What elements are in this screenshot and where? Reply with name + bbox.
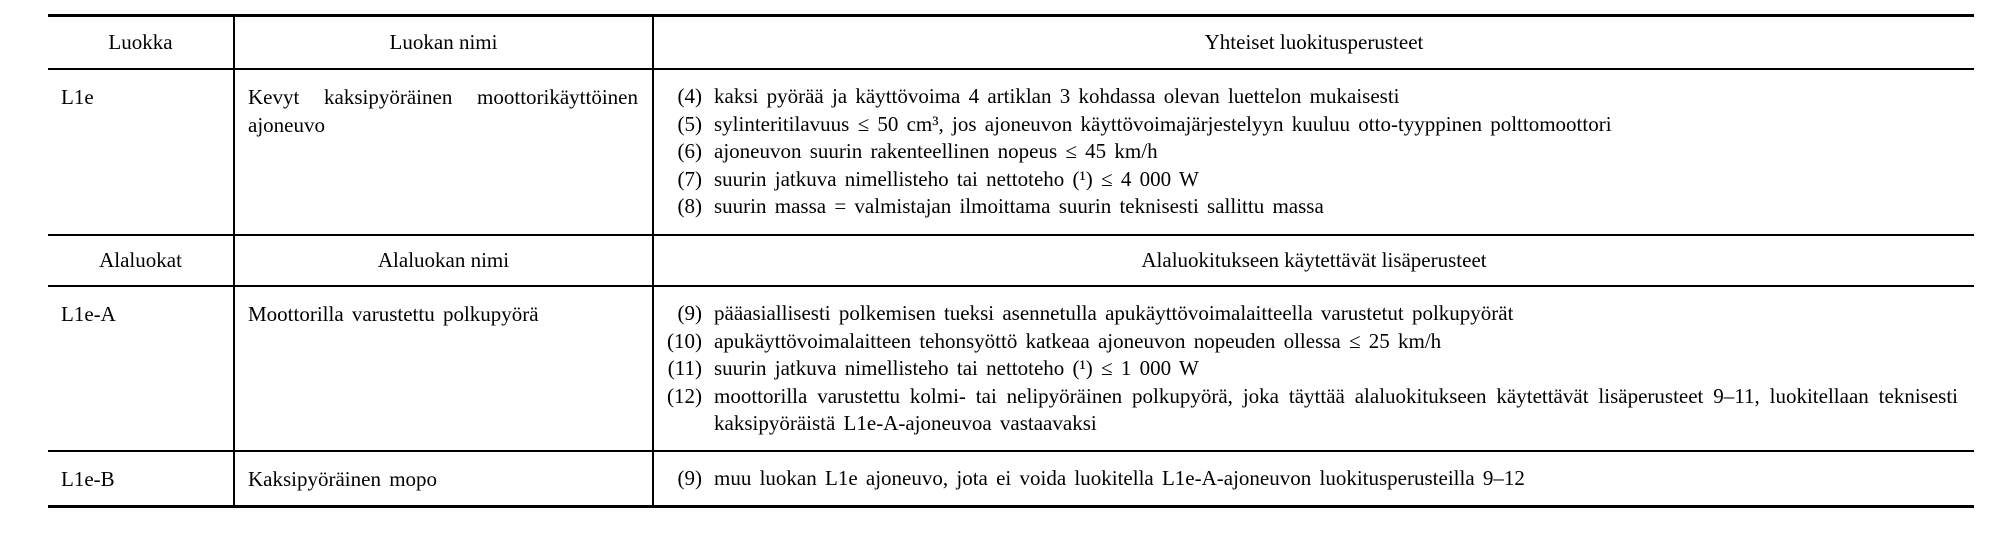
header-row-subclasses [48, 234, 1974, 285]
table-row-l1e [48, 68, 1974, 234]
header-cell-luokan-nimi: Luokan nimi [233, 17, 652, 68]
header-row-main [48, 17, 1974, 68]
criteria-item [654, 83, 1958, 111]
category-code: L1e-B [61, 466, 115, 491]
criteria-number: (5) [677, 111, 702, 136]
criteria-text: moottorilla varustettu kolmi- tai nelipyöräinen polkupyörä, joka täyttää alaluokitukseen käytettävät lisäperusteet 9–11, luokitellaan teknisesti kaksipyöräistä L1e-A-ajoneuvoa vastaavaksi [714, 383, 1958, 435]
criteria-item [654, 111, 1958, 139]
criteria-item [654, 193, 1958, 221]
table-row-l1e-b [48, 450, 1974, 506]
criteria-item [654, 383, 1958, 438]
header-cell-alaluokat: Alaluokat [99, 248, 182, 272]
criteria-item [654, 138, 1958, 166]
criteria-list [652, 452, 1974, 506]
criteria-item [654, 355, 1958, 383]
criteria-text: kaksi pyörää ja käyttövoima 4 artiklan 3 kohdassa olevan luettelon mukaisesti [714, 84, 1400, 108]
criteria-text: suurin jatkuva nimellisteho tai nettoteho (¹) ≤ 1 000 W [714, 356, 1199, 380]
header-cell-yhteiset-luokitusperusteet: Yhteiset luokitusperusteet [652, 17, 1974, 68]
category-code: L1e [61, 85, 94, 109]
criteria-number: (9) [677, 465, 702, 490]
criteria-item [654, 465, 1958, 493]
criteria-text: sylinteritilavuus ≤ 50 cm³, jos ajoneuvon käyttövoimajärjestelyyn kuuluu otto-tyyppinen polttomoottori [714, 111, 1612, 136]
criteria-text: ajoneuvon suurin rakenteellinen nopeus ≤ 45 km/h [714, 139, 1158, 163]
criteria-list [652, 287, 1974, 450]
criteria-list [652, 70, 1974, 234]
criteria-number: (7) [677, 166, 702, 191]
criteria-text: apukäyttövoimalaitteen tehonsyöttö katkeaa ajoneuvon nopeuden ollessa ≤ 25 km/h [714, 328, 1442, 353]
criteria-number: (11) [667, 356, 702, 380]
criteria-number: (9) [677, 301, 702, 325]
criteria-text: suurin massa = valmistajan ilmoittama suurin teknisesti sallittu massa [714, 194, 1324, 218]
table-row-l1e-a [48, 285, 1974, 450]
header-cell-luokka: Luokka [108, 30, 173, 54]
criteria-number: (8) [677, 194, 702, 218]
header-cell-alaluokan-nimi: Alaluokan nimi [233, 236, 652, 285]
criteria-number: (12) [667, 383, 702, 408]
category-name: Kaksipyöräinen mopo [233, 452, 652, 506]
criteria-number: (10) [667, 328, 702, 353]
criteria-text: suurin jatkuva nimellisteho tai nettoteho (¹) ≤ 4 000 W [714, 166, 1199, 191]
criteria-item [654, 328, 1958, 356]
vehicle-classification-table [48, 14, 1974, 508]
criteria-item [654, 166, 1958, 194]
category-name: Kevyt kaksipyöräinen moottorikäyttöinen ajoneuvo [233, 70, 652, 234]
header-cell-lisaperusteet: Alaluokitukseen käytettävät lisäperusteet [652, 236, 1974, 285]
category-name: Moottorilla varustettu polkupyörä [233, 287, 652, 450]
criteria-text: pääasiallisesti polkemisen tueksi asennetulla apukäyttövoimalaitteella varustetut polkupyörät [714, 301, 1514, 325]
criteria-number: (6) [677, 139, 702, 163]
criteria-text: muu luokan L1e ajoneuvo, jota ei voida luokitella L1e-A-ajoneuvon luokitusperusteilla 9–12 [714, 465, 1525, 490]
criteria-number: (4) [677, 84, 702, 108]
criteria-item [654, 300, 1958, 328]
category-code: L1e-A [61, 302, 116, 326]
